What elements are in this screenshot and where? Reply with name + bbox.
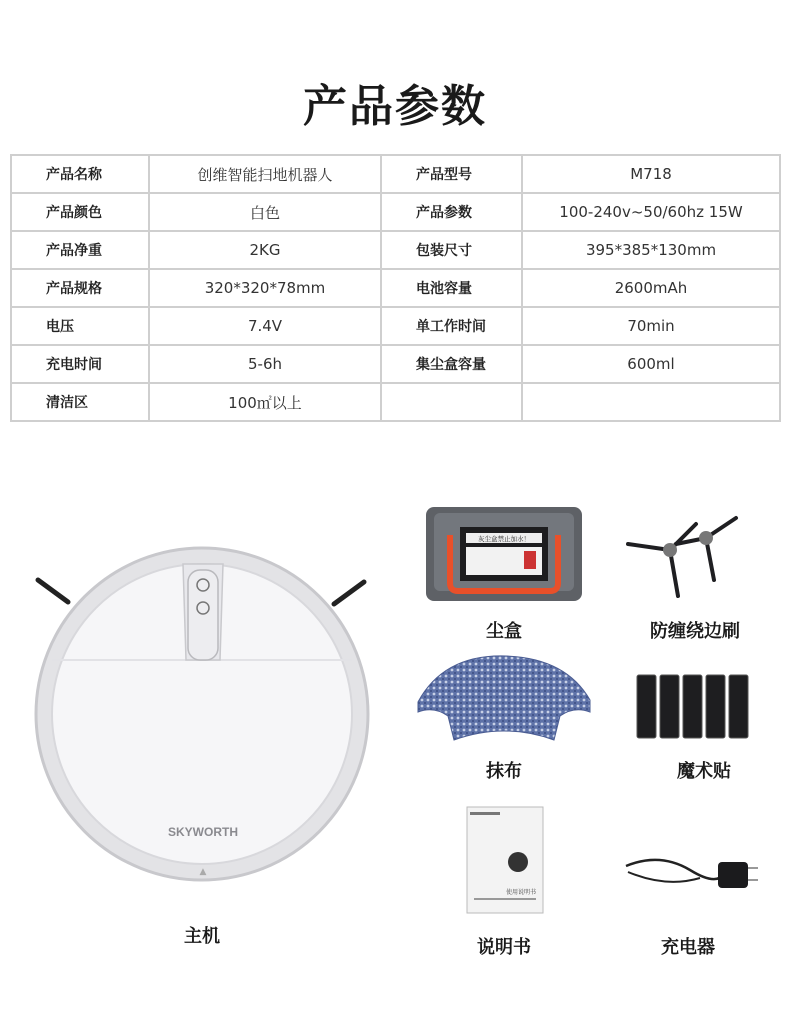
spec-value: 395*385*130mm — [522, 231, 780, 269]
caption-main-unit: 主机 — [184, 926, 220, 947]
caption-mop: 抹布 — [486, 761, 522, 782]
dust-box-sticker-text: 灰尘盒禁止加水！ — [478, 535, 530, 543]
spec-key: 充电时间 — [11, 345, 149, 383]
mop-image — [414, 650, 594, 742]
spec-value: 7.4V — [149, 307, 381, 345]
caption-charger: 充电器 — [661, 937, 715, 958]
spec-key: 电压 — [11, 307, 149, 345]
velcro-image — [636, 674, 750, 740]
spec-key: 产品颜色 — [11, 193, 149, 231]
dust-box-image — [424, 505, 584, 603]
spec-key — [381, 383, 522, 421]
caption-side-brush: 防缠绕边刷 — [650, 621, 740, 642]
spec-key: 产品规格 — [11, 269, 149, 307]
spec-value: 创维智能扫地机器人 — [149, 155, 381, 193]
spec-key: 包装尺寸 — [381, 231, 522, 269]
robot-vacuum-image — [28, 540, 378, 890]
spec-key: 集尘盒容量 — [381, 345, 522, 383]
svg-text:▲: ▲ — [199, 867, 207, 877]
charger-image — [620, 848, 760, 898]
robot-brand-label: SKYWORTH — [168, 825, 238, 839]
spec-value: 5-6h — [149, 345, 381, 383]
spec-value: 2KG — [149, 231, 381, 269]
spec-row — [11, 231, 780, 269]
spec-key: 电池容量 — [381, 269, 522, 307]
spec-row — [11, 269, 780, 307]
spec-row — [11, 155, 780, 193]
spec-key: 产品名称 — [11, 155, 149, 193]
spec-key: 单工作时间 — [381, 307, 522, 345]
spec-value: M718 — [522, 155, 780, 193]
side-brush-image — [622, 510, 742, 600]
spec-key: 产品型号 — [381, 155, 522, 193]
caption-dust-box: 尘盒 — [486, 621, 522, 642]
spec-row — [11, 193, 780, 231]
spec-value: 600ml — [522, 345, 780, 383]
spec-value: 2600mAh — [522, 269, 780, 307]
caption-manual: 说明书 — [477, 937, 531, 958]
spec-key: 清洁区 — [11, 383, 149, 421]
spec-table — [10, 154, 781, 422]
spec-value: 320*320*78mm — [149, 269, 381, 307]
spec-value: 100㎡以上 — [149, 383, 381, 421]
spec-value: 70min — [522, 307, 780, 345]
spec-value — [522, 383, 780, 421]
page-title: 产品参数 — [303, 81, 487, 132]
spec-value: 白色 — [149, 193, 381, 231]
caption-velcro: 魔术贴 — [677, 761, 731, 782]
spec-value: 100-240v~50/60hz 15W — [522, 193, 780, 231]
spec-key: 产品净重 — [11, 231, 149, 269]
manual-image — [466, 806, 544, 914]
spec-row — [11, 307, 780, 345]
spec-key: 产品参数 — [381, 193, 522, 231]
spec-row — [11, 345, 780, 383]
spec-row — [11, 383, 780, 421]
manual-cover-text: 使用说明书 — [505, 889, 537, 896]
